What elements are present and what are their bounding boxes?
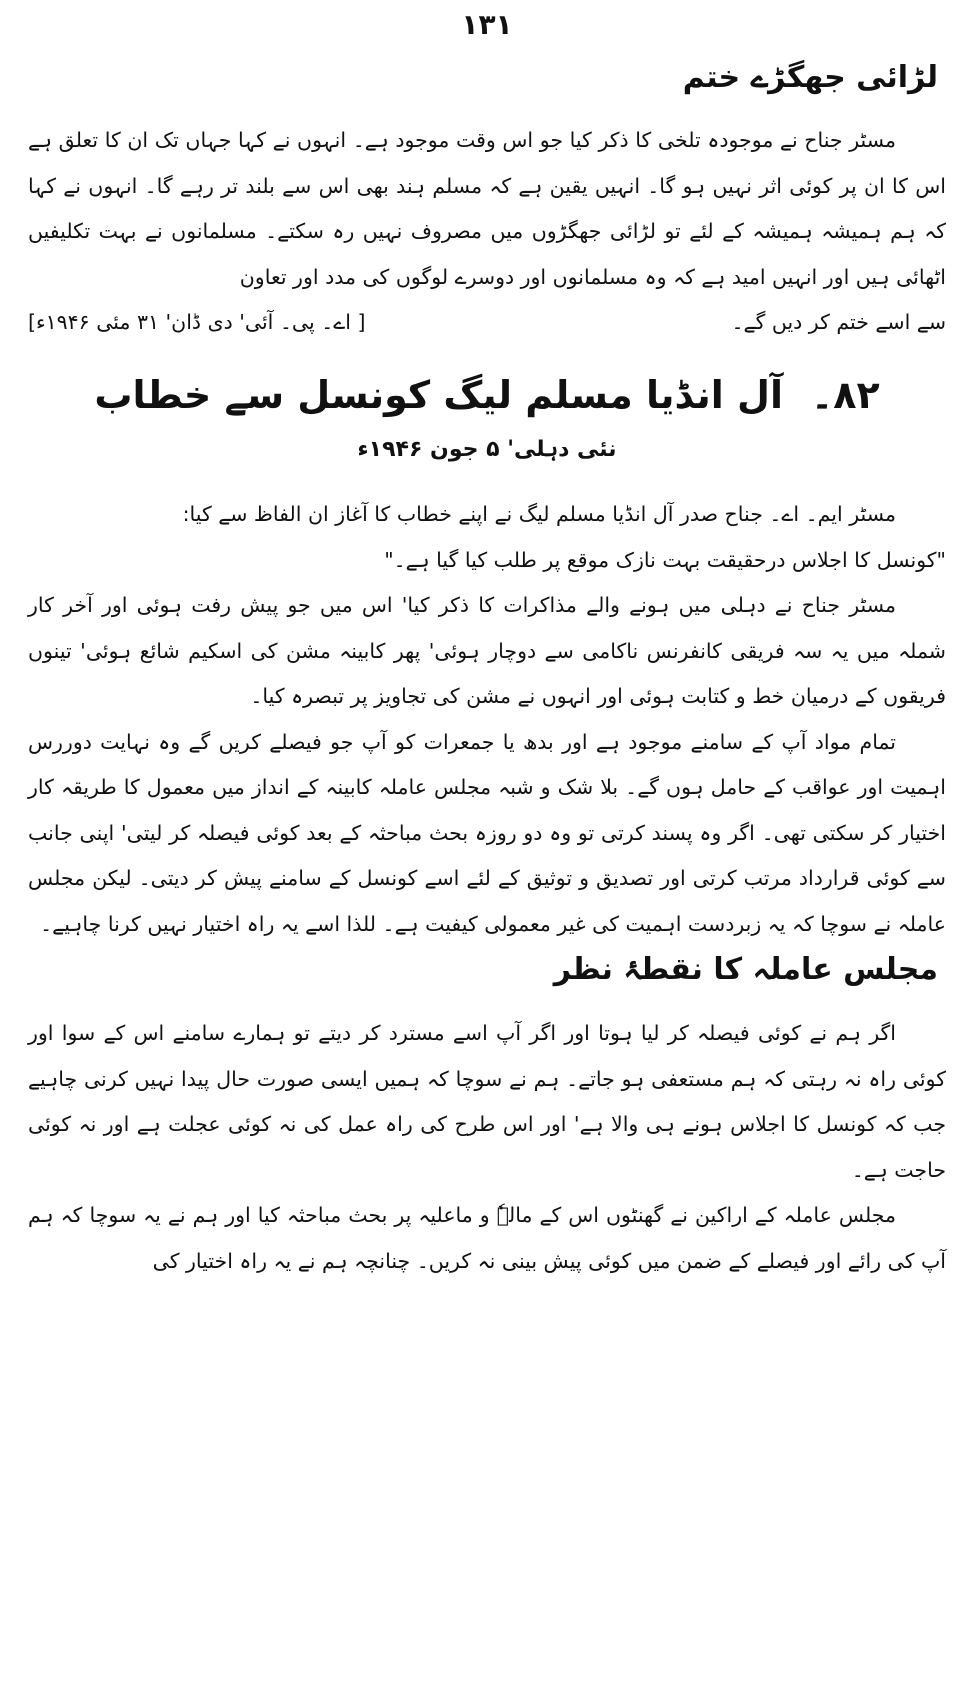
heading-fights-ended: لڑائی جھگڑے ختم xyxy=(682,60,938,95)
dateline: نئی دہلی' ۵ جون ۱۹۴۶ء xyxy=(357,437,617,462)
paragraph-negotiations: مسٹر جناح نے دہلی میں ہونے والے مذاکرات کا ذکر کیا' اس میں جو پیش رفت ہوئی اور آخر کار شملہ میں یہ سہ فریقی کانفرنس ناکامی سے دوچار ہوئی' پھر کابینہ مشن کی اسکیم شائع ہوئی' تینوں فریقوں کے درمیان خط و کتابت ہوئی اور انہوں نے مشن کی تجاویز پر تبصرہ کیا۔ xyxy=(28,593,946,708)
paragraph-material: تمام مواد آپ کے سامنے موجود ہے اور بدھ یا جمعرات کو آپ جو فیصلے کریں گے وہ نہایت دوررس اہمیت اور عواقب کے حامل ہوں گے۔ بلا شک و شبہ مجلس عاملہ کابینہ کے انداز میں معمول کا طریقہ کار اختیار کر سکتی تھی۔ اگر وہ پسند کرتی تو وہ دو روزہ بحث مباحثہ کے بعد کوئی فیصلہ کر لیتی' اپنی جانب سے کوئی قرارداد مرتب کرتی اور تصدیق و توثیق کے لئے اسے کونسل کے سامنے پیش کر دیتی۔ لیکن مجلس عاملہ نے سوچا کہ یہ زبردست اہمیت کی غیر معمولی کیفیت ہے۔ للذا اسے یہ راہ اختیار نہیں کرنا چاہیے۔ xyxy=(28,729,946,936)
section-title xyxy=(28,364,946,426)
paragraph-bitterness: مسٹر جناح نے موجودہ تلخی کا ذکر کیا جو اس وقت موجود ہے۔ انہوں نے کہا جہاں تک ان کا تعلق ہے اس کا ان پر کوئی اثر نہیں ہو گا۔ انہیں یقین ہے کہ مسلم ہند بھی اس سے بلند تر رہے گا۔ انہوں نے کہا کہ ہم ہمیشہ ہمیشہ کے لئے تو لڑائی جھگڑوں میں مصروف نہیں رہ سکتے۔ مسلمانوں نے بہت تکلیفیں اٹھائی ہیں اور انہیں امید ہے کہ وہ مسلمانوں اور دوسرے لوگوں کی مدد اور تعاون xyxy=(28,128,946,289)
section-title-text: آل انڈیا مسلم لیگ کونسل سے خطاب xyxy=(94,373,783,417)
citation-line xyxy=(28,300,946,346)
page-number: ۱۳۱ xyxy=(461,8,513,41)
paragraph-last-line: سے اسے ختم کر دیں گے۔ xyxy=(731,310,946,334)
opening-quote: "کونسل کا اجلاس درحقیقت بہت نازک موقع پر طلب کیا گیا ہے۔" xyxy=(384,547,946,572)
section-number: ۸۲۔ xyxy=(810,373,880,417)
paragraph-members: مجلس عاملہ کے اراکین نے گھنٹوں اس کے مالہٗ و ماعلیہ پر بحث مباحثہ کیا اور ہم نے یہ سوچا کہ ہم آپ کی رائے اور فیصلے کے ضمن میں کوئی پیش بینی نہ کریں۔ چنانچہ ہم نے یہ راہ اختیار کی xyxy=(28,1203,946,1273)
paragraph-opening: مسٹر ایم۔ اے۔ جناح صدر آل انڈیا مسلم لیگ نے اپنے خطاب کا آغاز ان الفاظ سے کیا: xyxy=(182,502,896,526)
paragraph-decision: اگر ہم نے کوئی فیصلہ کر لیا ہوتا اور اگر آپ اسے مسترد کر دیتے تو ہمارے سامنے اس کے سوا اور کوئی راہ نہ رہتی کہ ہم مستعفی ہو جاتے۔ ہم نے سوچا کہ ہمیں ایسی صورت حال پیدا نہیں کرنی چاہیے جب کہ کونسل کا اجلاس ہونے ہی والا ہے' اور اس طرح کی راہ عمل کی نہ کوئی عجلت ہے اور نہ کوئی حاجت ہے۔ xyxy=(28,1021,946,1182)
citation: [ اے۔ پی۔ آئی' دی ڈان' ۳۱ مئی ۱۹۴۶ء] xyxy=(28,310,366,334)
heading-working-committee-view: مجلس عاملہ کا نقطۂ نظر xyxy=(553,952,938,987)
